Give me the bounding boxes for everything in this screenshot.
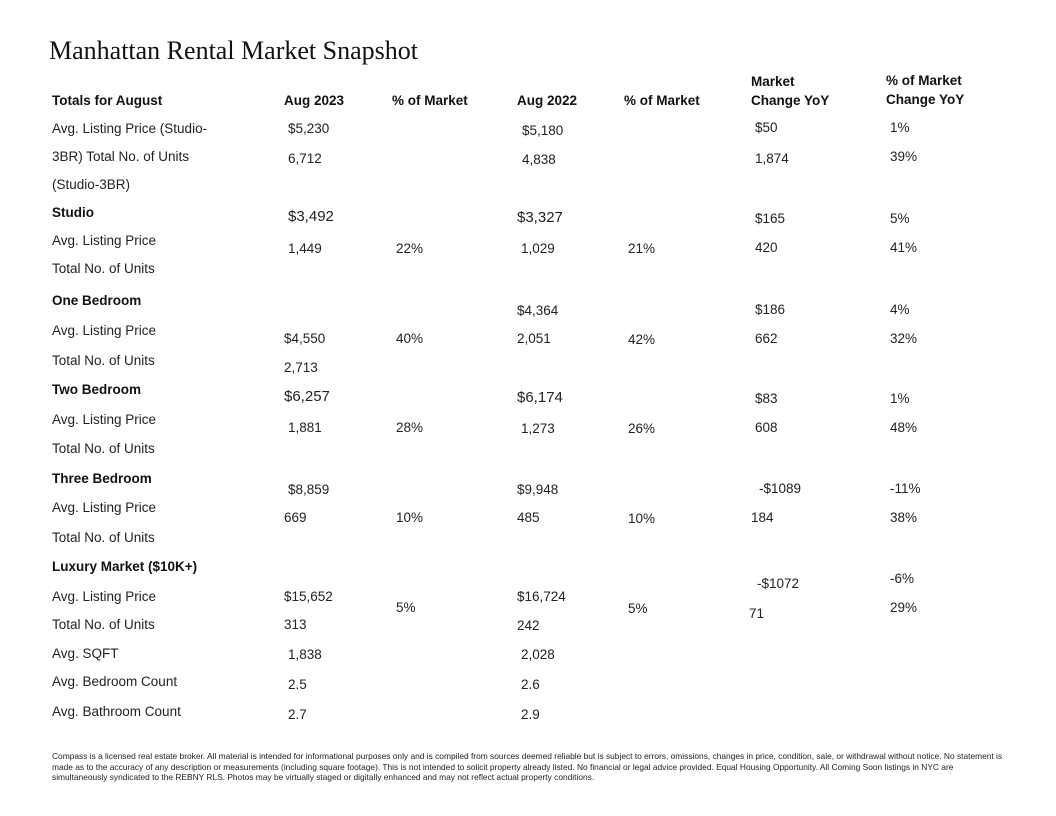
header-pct-change-line1: % of Market xyxy=(886,73,962,88)
one-bedroom-units-2023: 2,713 xyxy=(284,360,318,375)
three-bedroom-price-change: -$1089 xyxy=(759,481,802,496)
totals-units-change: 1,874 xyxy=(755,151,789,166)
luxury-sqft-2022: 2,028 xyxy=(521,647,555,662)
studio-units-pct-2022: 21% xyxy=(628,241,656,256)
luxury-bedroom-label: Avg. Bedroom Count xyxy=(52,674,178,689)
luxury-heading: Luxury Market ($10K+) xyxy=(52,559,198,574)
studio-units-label: Total No. of Units xyxy=(52,261,155,276)
three-bedroom-units-pct-2023: 10% xyxy=(396,510,424,525)
two-bedroom-units-label: Total No. of Units xyxy=(52,441,155,456)
totals-price-2022: $5,180 xyxy=(522,123,564,138)
header-market-change-line2: Change YoY xyxy=(751,93,830,108)
three-bedroom-heading: Three Bedroom xyxy=(52,471,152,486)
three-bedroom-units-pct-change: 38% xyxy=(890,510,918,525)
studio-units-2023: 1,449 xyxy=(288,241,322,256)
studio-units-pct-2023: 22% xyxy=(396,241,424,256)
luxury-price-2022: $16,724 xyxy=(517,589,566,604)
one-bedroom-units-pct-2022: 42% xyxy=(628,332,656,347)
totals-label-line1: Avg. Listing Price (Studio- xyxy=(52,121,208,136)
header-pct-market-2023: % of Market xyxy=(392,93,468,108)
two-bedroom-price-pct-change: 1% xyxy=(890,391,910,406)
three-bedroom-price-label: Avg. Listing Price xyxy=(52,500,157,515)
luxury-units-2023: 313 xyxy=(284,617,307,632)
one-bedroom-units-change: 662 xyxy=(755,331,778,346)
two-bedroom-price-2022: $6,174 xyxy=(517,389,563,406)
two-bedroom-price-2023: $6,257 xyxy=(284,388,330,405)
three-bedroom-units-pct-2022: 10% xyxy=(628,511,656,526)
luxury-units-label: Total No. of Units xyxy=(52,617,155,632)
header-aug-2023: Aug 2023 xyxy=(284,93,345,108)
studio-units-change: 420 xyxy=(755,240,778,255)
one-bedroom-price-pct-change: 4% xyxy=(890,302,910,317)
three-bedroom-units-2023: 669 xyxy=(284,510,307,525)
luxury-price-label: Avg. Listing Price xyxy=(52,589,157,604)
header-pct-change-line2: Change YoY xyxy=(886,92,965,107)
header-totals-for-august: Totals for August xyxy=(52,93,163,108)
luxury-sqft-label: Avg. SQFT xyxy=(52,646,119,661)
one-bedroom-price-change: $186 xyxy=(755,302,786,317)
studio-price-pct-change: 5% xyxy=(890,211,910,226)
two-bedroom-units-pct-change: 48% xyxy=(890,420,918,435)
luxury-units-change: 71 xyxy=(749,606,765,621)
studio-units-pct-change: 41% xyxy=(890,240,918,255)
luxury-units-pct-2023: 5% xyxy=(396,600,416,615)
one-bedroom-price-label: Avg. Listing Price xyxy=(52,323,157,338)
three-bedroom-price-2023: $8,859 xyxy=(288,482,330,497)
totals-units-2023: 6,712 xyxy=(288,151,322,166)
luxury-price-change: -$1072 xyxy=(757,576,800,591)
one-bedroom-units-pct-change: 32% xyxy=(890,331,918,346)
one-bedroom-units-pct-2023: 40% xyxy=(396,331,424,346)
totals-price-pct-change: 1% xyxy=(890,120,910,135)
totals-label-line2: 3BR) Total No. of Units xyxy=(52,149,190,164)
two-bedroom-units-2022: 1,273 xyxy=(521,421,555,436)
studio-heading: Studio xyxy=(52,205,94,220)
totals-units-pct-change: 39% xyxy=(890,149,918,164)
two-bedroom-units-change: 608 xyxy=(755,420,778,435)
luxury-sqft-2023: 1,838 xyxy=(288,647,322,662)
luxury-bedroom-2022: 2.6 xyxy=(521,677,540,692)
one-bedroom-price-2023: $4,550 xyxy=(284,331,326,346)
studio-price-2022: $3,327 xyxy=(517,209,563,226)
totals-units-2022: 4,838 xyxy=(522,152,556,167)
three-bedroom-price-pct-change: -11% xyxy=(890,481,921,496)
luxury-units-pct-2022: 5% xyxy=(628,601,648,616)
luxury-bathroom-2022: 2.9 xyxy=(521,707,540,722)
totals-price-2023: $5,230 xyxy=(288,121,330,136)
luxury-units-2022: 242 xyxy=(517,618,540,633)
studio-units-2022: 1,029 xyxy=(521,241,555,256)
disclaimer-footer: Compass is a licensed real estate broker. All material is intended for informational purposes only and is compiled from sources deemed reliable but is subject to errors, omissions, changes in price, condition, sale, or withdrawal without notice. No statement is made as to the accuracy of any description or measurements (including square footage). This is not intended to solicit property already listed. No financial or legal advice provided. Equal Housing Opportunity. All Coming Soon listings in NYC are simultaneously syndicated to the REBNY RLS. Photos may be virtually staged or digitally enhanced and may not reflect actual property conditions. xyxy=(52,751,1003,782)
luxury-price-2023: $15,652 xyxy=(284,589,333,604)
luxury-units-pct-change: 29% xyxy=(890,600,918,615)
one-bedroom-price-2022: $4,364 xyxy=(517,303,559,318)
header-aug-2022: Aug 2022 xyxy=(517,93,578,108)
studio-price-label: Avg. Listing Price xyxy=(52,233,157,248)
header-pct-market-2022: % of Market xyxy=(624,93,700,108)
one-bedroom-units-2022: 2,051 xyxy=(517,331,551,346)
two-bedroom-units-pct-2023: 28% xyxy=(396,420,424,435)
two-bedroom-heading: Two Bedroom xyxy=(52,382,141,397)
studio-price-change: $165 xyxy=(755,211,786,226)
three-bedroom-units-change: 184 xyxy=(751,510,774,525)
studio-price-2023: $3,492 xyxy=(288,208,334,225)
totals-label-line3: (Studio-3BR) xyxy=(52,177,131,192)
page-title: Manhattan Rental Market Snapshot xyxy=(49,36,418,65)
three-bedroom-units-label: Total No. of Units xyxy=(52,530,155,545)
one-bedroom-units-label: Total No. of Units xyxy=(52,353,155,368)
totals-price-change: $50 xyxy=(755,120,778,135)
luxury-bathroom-label: Avg. Bathroom Count xyxy=(52,704,181,719)
header-market-change-line1: Market xyxy=(751,74,795,89)
two-bedroom-units-2023: 1,881 xyxy=(288,420,322,435)
three-bedroom-units-2022: 485 xyxy=(517,510,540,525)
luxury-price-pct-change: -6% xyxy=(890,571,915,586)
three-bedroom-price-2022: $9,948 xyxy=(517,482,559,497)
two-bedroom-price-label: Avg. Listing Price xyxy=(52,412,157,427)
two-bedroom-price-change: $83 xyxy=(755,391,778,406)
luxury-bathroom-2023: 2.7 xyxy=(288,707,307,722)
one-bedroom-heading: One Bedroom xyxy=(52,293,142,308)
two-bedroom-units-pct-2022: 26% xyxy=(628,421,656,436)
luxury-bedroom-2023: 2.5 xyxy=(288,677,307,692)
